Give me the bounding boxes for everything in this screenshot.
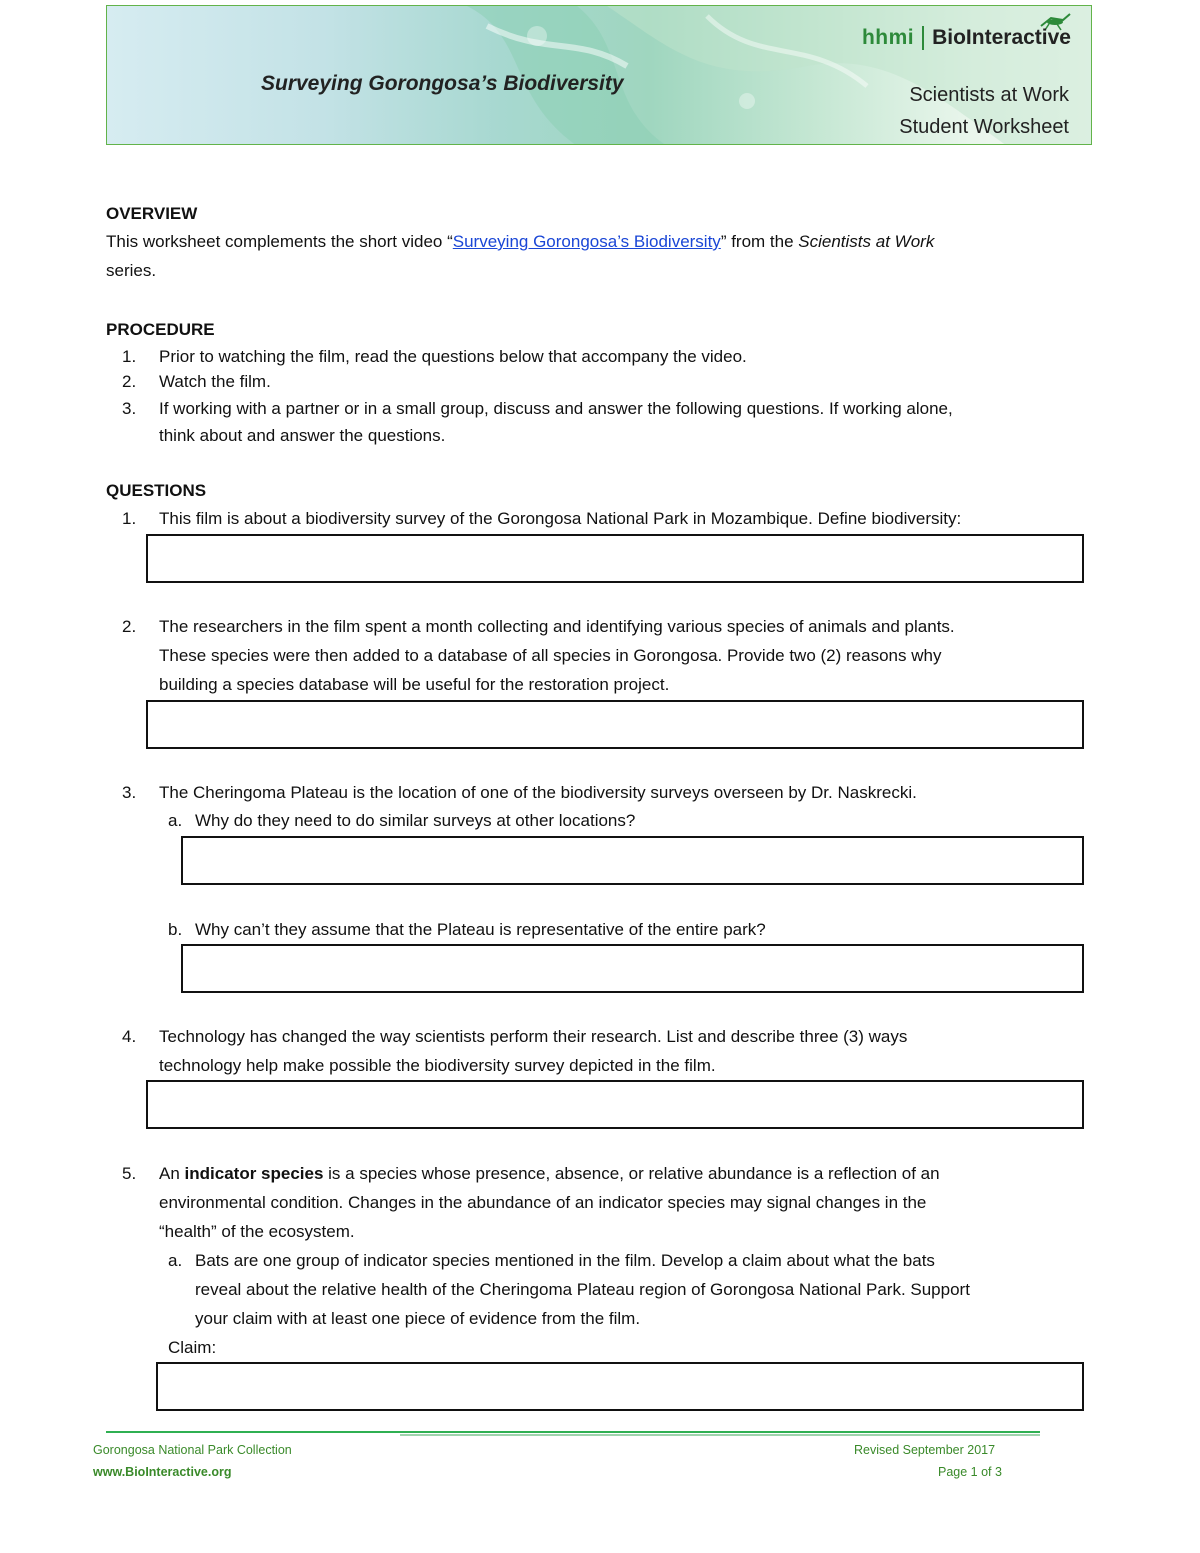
q3-text: The Cheringoma Plateau is the location of one of the biodiversity surveys overseen by Dr. Naskrecki. xyxy=(159,783,917,802)
q4-line1: Technology has changed the way scientists perform their research. List and describe three (3) ways xyxy=(159,1027,908,1046)
procedure-item-1: Prior to watching the film, read the questions below that accompany the video. xyxy=(159,347,747,366)
procedure-num-2: 2. xyxy=(122,372,137,391)
q5-line1 xyxy=(159,1159,940,1188)
footer-revised: Revised September 2017 xyxy=(854,1443,996,1457)
worksheet-title: Surveying Gorongosa’s Biodiversity xyxy=(261,72,624,95)
q3b-answer-box[interactable] xyxy=(181,944,1084,993)
footer-website[interactable]: www.BioInteractive.org xyxy=(93,1465,232,1479)
q4-line2: technology help make possible the biodiversity survey depicted in the film. xyxy=(159,1056,716,1075)
procedure-num-3: 3. xyxy=(122,399,137,418)
q5-line1-post: is a species whose presence, absence, or relative abundance is a reflection of an xyxy=(323,1164,940,1183)
logo-divider xyxy=(922,26,924,50)
q2-answer-box[interactable] xyxy=(146,700,1084,749)
q5-line1-pre: An xyxy=(159,1164,185,1183)
procedure-item-3-cont: think about and answer the questions. xyxy=(159,426,446,445)
q3b-label: b. xyxy=(168,920,183,939)
q1-answer-box[interactable] xyxy=(146,534,1084,583)
q2-line3: building a species database will be useful for the restoration project. xyxy=(159,675,670,694)
claim-label: Claim: xyxy=(168,1338,217,1357)
header-doc-type: Student Worksheet xyxy=(899,116,1069,138)
procedure-item-2: Watch the film. xyxy=(159,372,271,391)
q5a-line3: your claim with at least one piece of evidence from the film. xyxy=(195,1309,641,1328)
footer-divider-accent xyxy=(400,1434,1040,1436)
questions-heading: QUESTIONS xyxy=(106,481,207,500)
q5-line3: “health” of the ecosystem. xyxy=(159,1222,355,1241)
q3b-text: Why can’t they assume that the Plateau is representative of the entire park? xyxy=(195,920,766,939)
q2-line2: These species were then added to a database of all species in Gorongosa. Provide two (2) reasons why xyxy=(159,646,942,665)
biointeractive-logo xyxy=(862,26,1071,50)
header-series: Scientists at Work xyxy=(909,84,1069,106)
q3-num: 3. xyxy=(122,783,137,802)
footer-page-number: Page 1 of 3 xyxy=(938,1465,1002,1479)
q4-answer-box[interactable] xyxy=(146,1080,1084,1129)
q5-num: 5. xyxy=(122,1164,137,1183)
q1-num: 1. xyxy=(122,509,137,528)
procedure-item-3: If working with a partner or in a small group, discuss and answer the following questions. If working alone, xyxy=(159,399,953,418)
video-link[interactable]: Surveying Gorongosa’s Biodiversity xyxy=(452,232,721,251)
q5-line2: environmental condition. Changes in the abundance of an indicator species may signal changes in the xyxy=(159,1193,927,1212)
q5-indicator-species-term: indicator species xyxy=(184,1164,324,1183)
footer-collection: Gorongosa National Park Collection xyxy=(93,1443,292,1457)
q3a-label: a. xyxy=(168,811,183,830)
q5a-label: a. xyxy=(168,1251,183,1270)
worksheet-header xyxy=(106,5,1092,145)
overview-text-before: This worksheet complements the short video “ xyxy=(106,232,453,251)
footer-divider xyxy=(106,1431,1040,1433)
q2-num: 2. xyxy=(122,617,137,636)
procedure-heading: PROCEDURE xyxy=(106,320,215,339)
q3a-text: Why do they need to do similar surveys at other locations? xyxy=(195,811,636,830)
overview-text-after: ” from the xyxy=(720,232,799,251)
q5a-line1: Bats are one group of indicator species mentioned in the film. Develop a claim about what the bats xyxy=(195,1251,935,1270)
overview-heading: OVERVIEW xyxy=(106,204,198,223)
q3a-answer-box[interactable] xyxy=(181,836,1084,885)
logo-biointeractive: BioInteractive xyxy=(932,26,1071,49)
q5a-line2: reveal about the relative health of the Cheringoma Plateau region of Gorongosa National Park. Support xyxy=(195,1280,970,1299)
claim-answer-box[interactable] xyxy=(156,1362,1084,1411)
q2-line1: The researchers in the film spent a month collecting and identifying various species of animals and plants. xyxy=(159,617,955,636)
q1-text: This film is about a biodiversity survey of the Gorongosa National Park in Mozambique. Define biodiversity: xyxy=(159,509,962,528)
overview-text-line2: series. xyxy=(106,261,157,280)
overview-text xyxy=(106,227,934,256)
overview-series: Scientists at Work xyxy=(798,232,935,251)
logo-hhmi: hhmi xyxy=(861,26,915,49)
procedure-num-1: 1. xyxy=(122,347,137,366)
q4-num: 4. xyxy=(122,1027,137,1046)
